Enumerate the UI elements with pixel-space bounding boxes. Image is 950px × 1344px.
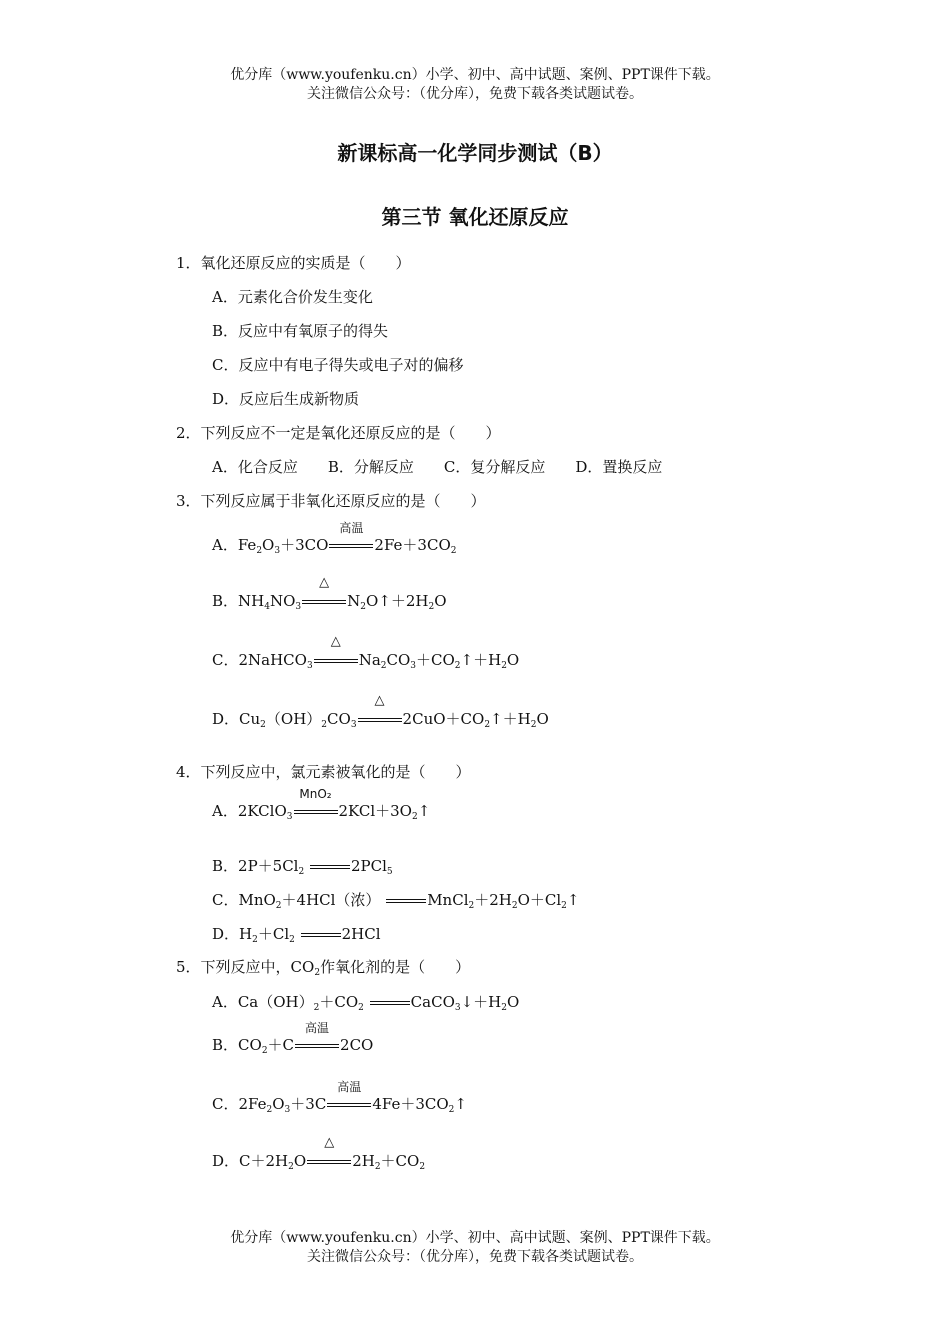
- section-title: 第三节 氧化还原反应: [381, 205, 569, 229]
- question-2-options: [212, 457, 662, 477]
- question-2-option-d: D．置换反应: [575, 458, 663, 476]
- page-footer: [0, 1229, 950, 1267]
- catalyst-condition: MnO₂: [299, 787, 332, 801]
- question-5-option-d: D．$C+2H_2O$ △ $2H_2+CO_2$: [212, 1135, 426, 1172]
- reaction-arrow: [386, 891, 426, 911]
- reaction-arrow: [302, 575, 346, 612]
- high-temp-condition: 高温: [337, 1080, 362, 1094]
- question-4-stem: 4．下列反应中，氯元素被氧化的是（ ）: [176, 763, 471, 781]
- reaction-arrow: [314, 634, 358, 671]
- footer-line-1: 优分库（www.youfenku.cn）小学、初中、高中试题、案例、PPT课件下载。: [230, 1230, 720, 1246]
- reaction-arrow: [307, 1135, 351, 1172]
- question-3-option-c: C．2NaHCO$_3$ △ $Na_2CO_3+CO_2↑+H_2O$: [212, 634, 520, 671]
- question-5-stem-pre: 5．下列反应中，CO: [176, 958, 315, 976]
- question-5-option-a: A．$Ca(OH)_2+CO_2$ $CaCO_3↓+H_2O$: [212, 993, 520, 1013]
- question-5-option-c: C．$2Fe_2O_3+3C$ 高温 $4Fe+3CO_2↑$: [212, 1080, 467, 1115]
- question-1-option-c: C．反应中有电子得失或电子对的偏移: [212, 356, 464, 374]
- reaction-arrow: [295, 1021, 339, 1056]
- question-3-option-b: B．$NH_4NO_3$ △ $N_2O↑+2H_2O$: [212, 575, 447, 612]
- question-5-stem: 5．下列反应中，$CO_2$作氧化剂的是（ ）: [176, 958, 471, 978]
- question-5-stem-post: 作氧化剂的是（ ）: [320, 958, 471, 976]
- reaction-arrow: [358, 693, 402, 730]
- reaction-arrow: [327, 1080, 371, 1115]
- footer-line-2: 关注微信公众号：（优分库），免费下载各类试题试卷。: [307, 1249, 643, 1265]
- question-2-option-b: B．分解反应: [327, 458, 414, 476]
- heat-condition: △: [324, 1135, 335, 1150]
- high-temp-condition: 高温: [339, 521, 364, 535]
- question-2-stem: 2．下列反应不一定是氧化还原反应的是（ ）: [176, 424, 501, 442]
- question-2-option-c: C．复分解反应: [443, 458, 546, 476]
- question-1-option-b: B．反应中有氧原子的得失: [212, 322, 389, 340]
- question-3-stem: 3．下列反应属于非氧化还原反应的是（ ）: [176, 492, 486, 510]
- reaction-arrow: [310, 857, 350, 877]
- question-1-option-d: D．反应后生成新物质: [212, 390, 360, 408]
- header-line-2: 关注微信公众号：（优分库），免费下载各类试题试卷。: [307, 86, 643, 102]
- reaction-arrow: [329, 521, 373, 556]
- heat-condition: △: [330, 634, 341, 649]
- question-1-option-a: A．元素化合价发生变化: [212, 288, 373, 306]
- reaction-arrow: [294, 787, 338, 822]
- reaction-arrow: [301, 925, 341, 945]
- question-4-option-c: C．MnO$_2$＋4HCl（浓） $MnCl_2+2H_2O+Cl_2↑$: [212, 891, 580, 911]
- heat-condition: △: [319, 575, 330, 590]
- question-4-option-d: D．$H_2+Cl_2$ 2HCl: [212, 925, 381, 945]
- heat-condition: △: [374, 693, 385, 708]
- question-4-option-a: A．2KClO$_3$ MnO₂ $2KCl+3O_2↑$: [212, 787, 431, 822]
- question-5-option-b: B．$CO_2+C$ 高温 2CO: [212, 1021, 374, 1056]
- high-temp-condition: 高温: [305, 1021, 330, 1035]
- question-1-stem: 1．氧化还原反应的实质是（ ）: [176, 254, 411, 272]
- question-2-option-a: A．化合反应: [212, 458, 298, 476]
- reaction-arrow: [370, 993, 410, 1013]
- page-title: 新课标高一化学同步测试（B）: [337, 141, 613, 165]
- page-header: [0, 66, 950, 104]
- question-3-option-a: A．$Fe_2O_3+3CO$ 高温 $2Fe+3CO_2$: [212, 521, 457, 556]
- header-line-1: 优分库（www.youfenku.cn）小学、初中、高中试题、案例、PPT课件下载。: [230, 67, 720, 83]
- question-4-option-b: B．$2P+5Cl_2$ 2PCl$_5$: [212, 857, 393, 877]
- question-3-option-d: D．$Cu_2(OH)_2CO_3$ △ $2CuO+CO_2↑+H_2O$: [212, 693, 549, 730]
